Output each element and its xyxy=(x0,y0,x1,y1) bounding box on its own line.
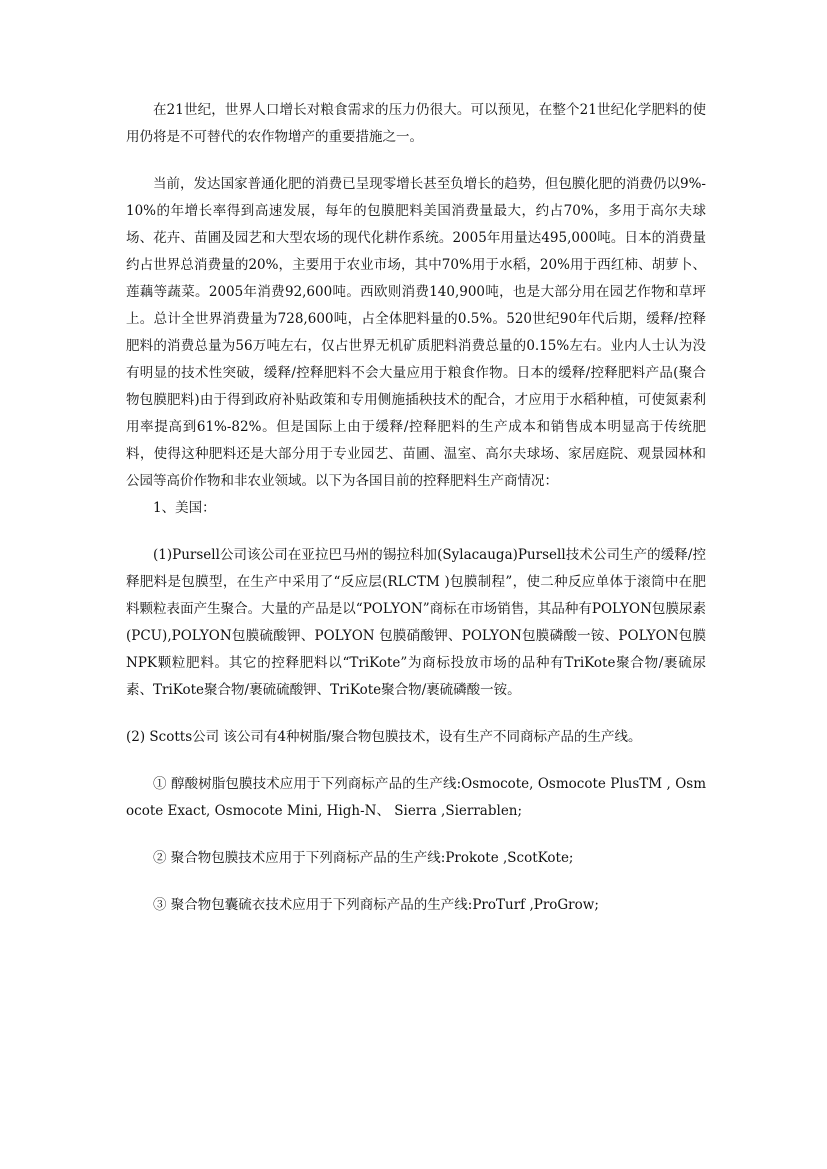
section-heading-usa: 1、美国： xyxy=(153,500,216,516)
paragraph-consumption: 当前，发达国家普通化肥的消费已呈现零增长甚至负增长的趋势，但包膜化肥的消费仍以9%-10%的年增长率得到高速发展，每年的包膜肥料美国消费量最大，约占70%，多用于高尔夫球场、花卉、苗圃及园艺和大型农场的现代化耕作系统。2005年用量达495,000吨。日本的消费量约占世界总消费量的20%，主要用于农业市场，其中70%用于水稻，20%用于西红柿、胡萝卜、莲藕等蔬菜。2005年消费92,600吨。西欧则消费140,900吨，也是大部分用在园艺作物和草坪上。总计全世界消费量为728,600吨，占全体肥料量的0.5%。520世纪90年代后期，缓释/控释肥料的消费总量为56万吨左右，仅占世界无机矿质肥料消费总量的0.15%左右。业内人士认为没有明显的技术性突破，缓释/控释肥料不会大量应用于粮食作物。日本的缓释/控释肥料产品(聚合物包膜肥料)由于得到政府补贴政策和专用侧施插秧技术的配合，才应用于水稻种植，可使氮素利用率提高到61%-82%。但是国际上由于缓释/控释肥料的生产成本和销售成本明显高于传统肥料，使得这种肥料还是大部分用于专业园艺、苗圃、温室、高尔夫球场、家居庭院、观景园林和公园等高价作物和非农业领域。以下为各国目前的控释肥料生产商情况： xyxy=(126,176,706,489)
list-item-2: ② 聚合物包膜技术应用于下列商标产品的生产线:Prokote ,ScotKote; xyxy=(153,850,574,866)
paragraph-scotts: (2) Scotts公司 该公司有4种树脂/聚合物包膜技术，设有生产不同商标产品的生产线。 xyxy=(126,729,642,745)
list-item-3: ③ 聚合物包囊硫衣技术应用于下列商标产品的生产线:ProTurf ,ProGrow; xyxy=(153,897,599,913)
paragraph-pursell: (1)Pursell公司该公司在亚拉巴马州的锡拉科加(Sylacauga)Pursell技术公司生产的缓释/控释肥料是包膜型，在生产中采用了“反应层(RLCTM )包膜制程”，使二种反应单体于滚筒中在肥料颗粒表面产生聚合。大量的产品是以“POLYON”商标在市场销售，其品种有POLYON包膜尿素(PCU),POLYON包膜硫酸钾、POLYON 包膜硝酸钾、POLYON包膜磷酸一铵、POLYON包膜NPK颗粒肥料。其它的控释肥料以“TriKote”为商标投放市场的品种有TriKote聚合物/裹硫尿素、TriKote聚合物/裹硫硫酸钾、TriKote聚合物/裹硫磷酸一铵。 xyxy=(126,547,706,698)
list-item-1: ① 醇酸树脂包膜技术应用于下列商标产品的生产线:Osmocote, Osmocote PlusTM , Osmocote Exact, Osmocote Mini, High-N、 Sierra ,Sierrablen; xyxy=(126,776,706,819)
document-page xyxy=(126,97,706,919)
paragraph-intro: 在21世纪，世界人口增长对粮食需求的压力仍很大。可以预见，在整个21世纪化学肥料的使用仍将是不可替代的农作物增产的重要措施之一。 xyxy=(126,102,706,145)
